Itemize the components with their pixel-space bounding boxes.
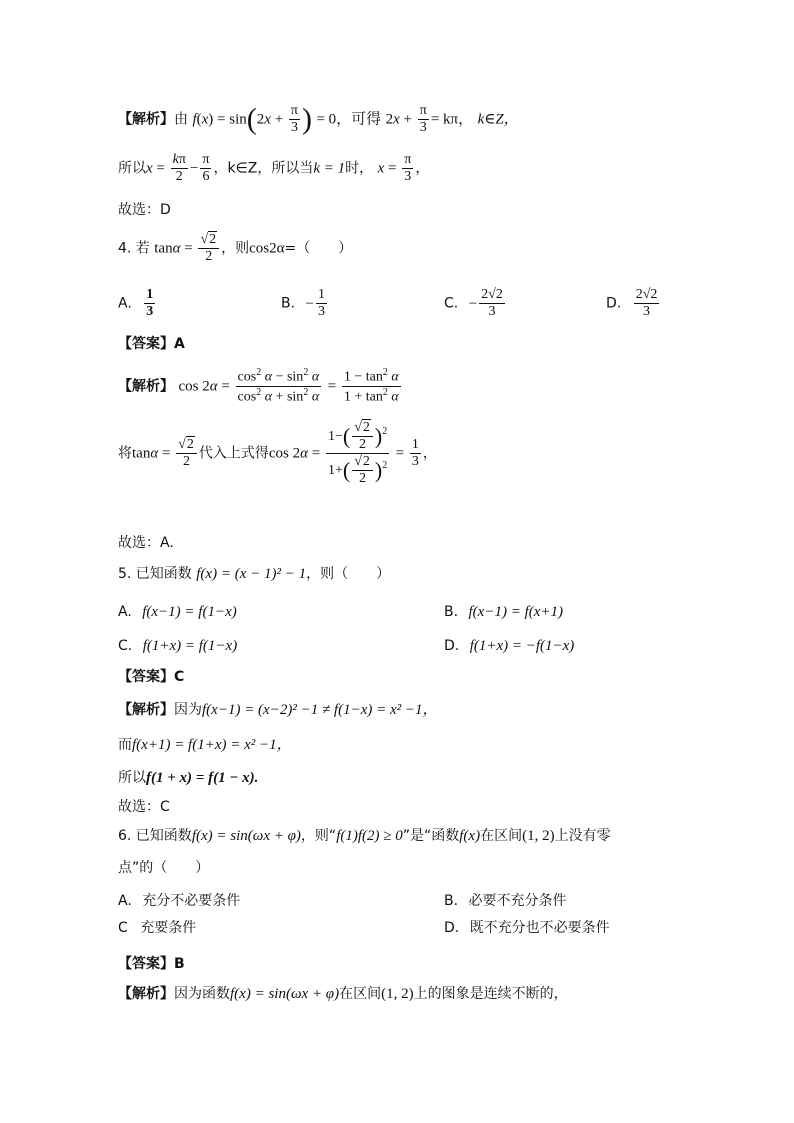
option-num: 1 <box>317 287 325 302</box>
question-number: 6. 已知函数 <box>118 828 192 844</box>
text: 代入上式得 <box>198 445 269 462</box>
option-letter: C. <box>444 295 459 312</box>
q5-option-a[interactable] <box>118 604 237 621</box>
math-expression: f(x−1) = (x−2)² −1 ≠ f(1−x) = x² −1， <box>202 702 438 718</box>
q6-option-d[interactable] <box>444 917 610 937</box>
text: 将 <box>118 445 132 462</box>
text: 因为 <box>174 702 202 718</box>
function-expression: f(x) = sin(ωx + φ) <box>191 828 301 844</box>
text: ， <box>422 445 437 462</box>
analysis-label: 【解析】 <box>118 111 174 128</box>
option-letter: C. <box>118 638 133 654</box>
text: k∈Z， <box>477 111 519 128</box>
option-den: 3 <box>317 304 325 320</box>
text: 在区间 <box>480 828 523 844</box>
option-letter: A. <box>118 893 132 909</box>
option-text: 必要不充分条件 <box>468 893 567 909</box>
interval: (1, 2) <box>522 828 555 844</box>
interval: (1, 2) <box>381 986 414 1002</box>
q4-answer: 【答案】A <box>118 336 185 352</box>
option-letter: B. <box>444 604 459 620</box>
text: cos2α <box>249 240 285 257</box>
text: 因为函数 <box>174 986 230 1002</box>
question-number: 4. 若 <box>118 240 150 257</box>
option-text: 充要条件 <box>140 920 197 936</box>
q5-analysis-line1 <box>118 703 438 718</box>
option-num: 2√2 <box>481 287 503 302</box>
q4-choice: 故选：A. <box>118 535 174 551</box>
text: 而 <box>118 737 132 753</box>
q4-option-c[interactable]: C. − $\frac{2√2}{3}$ <box>444 287 503 320</box>
option-letter: D. <box>444 920 460 936</box>
function-expression: f(x) = sin(ωx + φ) <box>230 986 340 1002</box>
q3-analysis-line1: 【解析】由 f(x) = sin(2x + $\frac{\pi}{3}$ ) = 0，可得 2x + $\frac{\pi}{3}$ = kπ， k∈Z， <box>118 102 519 136</box>
text: 由 <box>174 111 188 128</box>
q4-option-b[interactable]: B. − $\frac{1}{3}$ <box>281 287 325 320</box>
text: ”是“函数 <box>402 828 460 844</box>
q6-option-b[interactable] <box>444 890 567 910</box>
option-letter: A. <box>118 604 132 620</box>
q5-option-b[interactable] <box>444 604 563 621</box>
q6-analysis-line1 <box>118 987 568 1002</box>
text: ，则“ <box>300 828 337 844</box>
text: ，则 <box>221 240 250 257</box>
option-letter: D. <box>444 638 460 654</box>
q4-analysis-line1: 【解析】 cos 2α = $\frac{\cos^2 \alpha - \sin^2 \alpha}{\cos^2 \alpha + \sin^2 \alpha}$ = $\frac{1 - \tan^2 \alpha}{1 + \tan^2 \alpha}$ <box>118 367 399 405</box>
q4-stem: 4. 若 tanα = $\frac{√2}{2}$ ，则cos2α=（ ） <box>118 232 353 265</box>
condition-expression: f(1)f(2) ≥ 0 <box>336 828 403 844</box>
text: = 0，可得 <box>316 111 382 128</box>
option-letter: B. <box>281 295 296 312</box>
option-den: 3 <box>146 304 154 320</box>
q5-stem <box>118 567 390 582</box>
q3-analysis-line2: 所以x = $\frac{k\pi}{2}$ − $\frac{\pi}{6}$ ，k∈Z，所以当k = 1时， x = $\frac{\pi}{3}$ ， <box>118 152 430 185</box>
q6-answer: 【答案】B <box>118 956 185 972</box>
q6-stem-line2: 点”的（ ） <box>118 860 210 876</box>
option-letter: A. <box>118 295 132 312</box>
text: 所以 <box>118 770 146 786</box>
text: 所以 <box>118 160 146 177</box>
text: ， <box>415 160 430 177</box>
question-number: 5. 已知函数 <box>118 566 192 582</box>
analysis-label: 【解析】 <box>118 702 174 718</box>
q6-stem-line1 <box>118 829 611 844</box>
option-text: f(x−1) = f(x+1) <box>468 604 564 620</box>
q6-option-c[interactable] <box>118 917 196 937</box>
analysis-label: 【解析】 <box>118 378 174 395</box>
q4-analysis-line2: 将tanα = $\frac{√2}{2}$ 代入上式得cos 2α = 1−( $\frac{√2}{2}$ )$^2$ 1+( $\frac{√2}{2}$ )$^2$ = $\frac{1}{3}$ ， <box>118 420 437 487</box>
option-den: 3 <box>634 303 660 320</box>
option-num: 2√2 <box>635 287 658 302</box>
text: ，则（ ） <box>306 566 391 582</box>
option-text: f(1+x) = −f(1−x) <box>469 638 575 654</box>
q5-option-d[interactable] <box>444 638 574 655</box>
math-expression: f(x+1) = f(1+x) = x² −1， <box>132 737 292 753</box>
option-den: 3 <box>479 303 505 320</box>
option-num: 1 <box>146 287 154 302</box>
function-symbol: f(x) <box>459 828 481 844</box>
text: = kπ， <box>430 111 474 128</box>
q5-choice: 故选：C <box>118 799 170 815</box>
text: 上的图象是连续不断的， <box>413 986 568 1002</box>
text: 时， <box>345 160 374 177</box>
q4-option-d[interactable] <box>606 287 661 320</box>
function-expression: f(x) = (x − 1)² − 1 <box>196 566 307 582</box>
analysis-label: 【解析】 <box>118 986 174 1002</box>
text: 上没有零 <box>554 828 611 844</box>
option-letter: C <box>118 920 128 936</box>
q4-option-a[interactable] <box>118 287 157 320</box>
option-text: 既不充分也不必要条件 <box>469 920 610 936</box>
q3-choice: 故选：D <box>118 202 171 218</box>
text: =（ ） <box>284 240 353 257</box>
option-text: 充分不必要条件 <box>142 893 241 909</box>
q5-analysis-line2 <box>118 738 292 753</box>
option-letter: D. <box>606 295 622 312</box>
text: k = 1 <box>313 160 346 177</box>
q5-answer: 【答案】C <box>118 669 185 685</box>
option-text: f(x−1) = f(1−x) <box>142 604 237 620</box>
math-expression: f(1 + x) = f(1 − x). <box>146 770 259 786</box>
option-letter: B. <box>444 893 459 909</box>
q5-analysis-line3 <box>118 771 258 786</box>
option-text: f(1+x) = f(1−x) <box>142 638 238 654</box>
q5-option-c[interactable] <box>118 638 237 655</box>
text: ，k∈Z，所以当 <box>213 160 314 177</box>
text: 在区间 <box>339 986 382 1002</box>
q6-option-a[interactable] <box>118 890 240 910</box>
